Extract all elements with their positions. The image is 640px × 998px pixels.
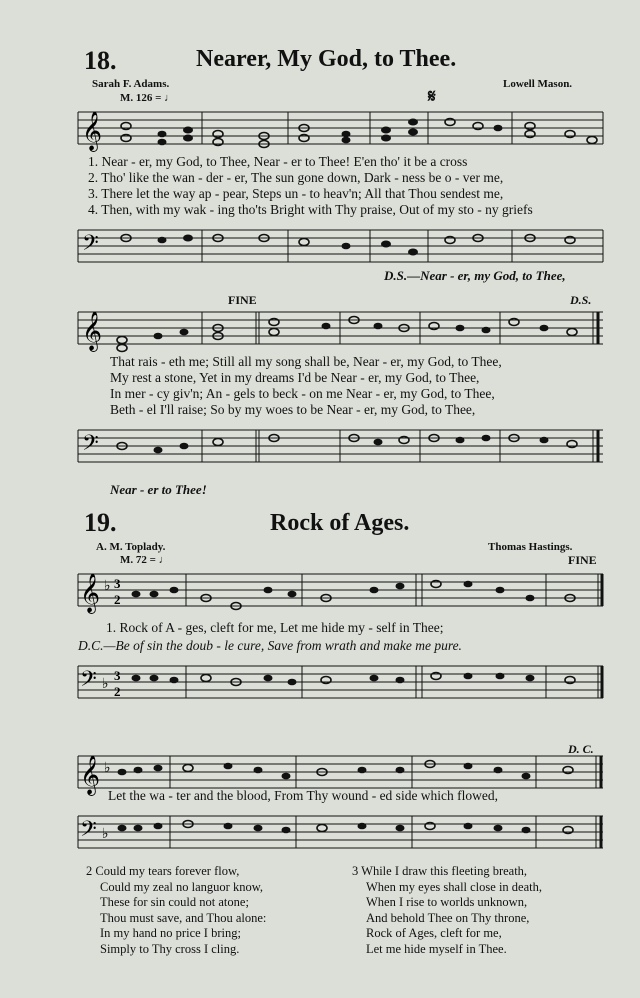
- verse-line: That rais - eth me; Still all my song shall be, Near - er, my God, to Thee,: [110, 354, 502, 369]
- bass-staff: [78, 222, 603, 270]
- ds-label: D.S.: [570, 293, 592, 307]
- stanza-line: 2 Could my tears forever flow,: [86, 864, 240, 878]
- svg-text:♭: ♭: [104, 760, 111, 776]
- svg-text:𝄞: 𝄞: [80, 755, 101, 795]
- treble-staff: [78, 304, 603, 352]
- stanza-line: When I rise to worlds unknown,: [366, 895, 528, 909]
- hymn-title: Nearer, My God, to Thee.: [196, 46, 457, 72]
- svg-text:𝄢: 𝄢: [82, 431, 99, 461]
- composer: Thomas Hastings.: [488, 541, 573, 553]
- stanza-2: [86, 864, 266, 957]
- treble-staff: [78, 104, 603, 152]
- verse-lines-a: [106, 620, 444, 636]
- svg-text:𝄢: 𝄢: [80, 817, 97, 847]
- segno-icon: 𝄋: [428, 86, 436, 106]
- svg-text:𝄞: 𝄞: [80, 573, 101, 613]
- verse-line: Let the wa - ter and the blood, From Thy wound - ed side which flowed,: [108, 788, 499, 803]
- stanza-line: Thou must save, and Thou alone:: [100, 910, 267, 925]
- verse-line: D.C.—Be of sin the doub - le cure, Save from wrath and make me pure.: [78, 638, 462, 653]
- composer: Lowell Mason.: [503, 78, 573, 90]
- hymn-title: Rock of Ages.: [270, 510, 410, 536]
- hymn-number: 18.: [84, 46, 117, 75]
- refrain-tail: Near - er to Thee!: [110, 482, 207, 497]
- stanza-3: [352, 864, 542, 957]
- svg-text:♭: ♭: [102, 826, 109, 842]
- treble-staff: [78, 566, 603, 614]
- verse-line: 4. Then, with my wak - ing tho'ts Bright with Thy praise, Out of my sto - ny griefs: [88, 202, 533, 217]
- svg-text:3: 3: [114, 576, 121, 591]
- svg-text:♭: ♭: [102, 676, 109, 692]
- verse-line: My rest a stone, Yet in my dreams I'd be Near - er, my God, to Thee,: [110, 370, 480, 385]
- verse-line: Beth - el I'll raise; So by my woes to be Near - er, my God, to Thee,: [110, 402, 476, 417]
- ds-line: D.S.—Near - er, my God, to Thee,: [384, 268, 566, 283]
- stanza-line: Rock of Ages, cleft for me,: [366, 926, 502, 940]
- svg-text:𝄞: 𝄞: [82, 111, 103, 151]
- svg-text:3: 3: [114, 668, 121, 683]
- svg-text:♭: ♭: [104, 578, 111, 594]
- verse-line: 3. There let the way ap - pear, Steps un - to heav'n; All that Thou sendest me,: [88, 186, 504, 201]
- verse-lines-a-dc: [78, 638, 462, 654]
- stanza-line: 3 While I draw this fleeting breath,: [352, 864, 528, 878]
- verse-line: 1. Rock of A - ges, cleft for me, Let me hide my - self in Thee;: [106, 620, 444, 635]
- stanza-line: When my eyes shall close in death,: [366, 879, 542, 894]
- stanza-line: Simply to Thy cross I cling.: [100, 941, 240, 956]
- verse-lines-a: [88, 154, 533, 218]
- stanza-line: These for sin could not atone;: [100, 895, 249, 909]
- fine-label: FINE: [568, 553, 597, 567]
- stanza-line: And behold Thee on Thy throne,: [366, 910, 530, 925]
- verse-line: 2. Tho' like the wan - der - er, The sun gone down, Dark - ness be o - ver me,: [88, 170, 504, 185]
- svg-text:𝄢: 𝄢: [80, 667, 97, 697]
- dc-label: D. C.: [568, 742, 594, 756]
- svg-text:𝄞: 𝄞: [82, 311, 103, 351]
- tempo-mark: M. 126 = ♩: [120, 92, 176, 104]
- verse-lines-b: [110, 354, 502, 418]
- svg-text:𝄢: 𝄢: [82, 231, 99, 261]
- bass-staff: [78, 422, 603, 470]
- verse-lines-b: [108, 788, 498, 804]
- bass-staff: [78, 658, 603, 706]
- stanza-line: In my hand no price I bring;: [100, 926, 241, 940]
- stanza-line: Could my zeal no languor know,: [100, 879, 264, 894]
- bass-staff: [78, 808, 603, 856]
- svg-text:2: 2: [114, 592, 121, 607]
- hymn-number: 19.: [84, 508, 117, 537]
- verse-line: In mer - cy giv'n; An - gels to beck - on me Near - er, my God, to Thee,: [110, 386, 495, 401]
- svg-text:2: 2: [114, 684, 121, 699]
- tempo-mark: M. 72 = ♩: [120, 554, 170, 566]
- fine-label: FINE: [228, 293, 257, 307]
- stanza-line: Let me hide myself in Thee.: [366, 941, 507, 956]
- lyricist: Sarah F. Adams.: [92, 78, 170, 90]
- lyricist: A. M. Toplady.: [96, 541, 166, 553]
- verse-line: 1. Near - er, my God, to Thee, Near - er to Thee! E'en tho' it be a cross: [88, 154, 468, 169]
